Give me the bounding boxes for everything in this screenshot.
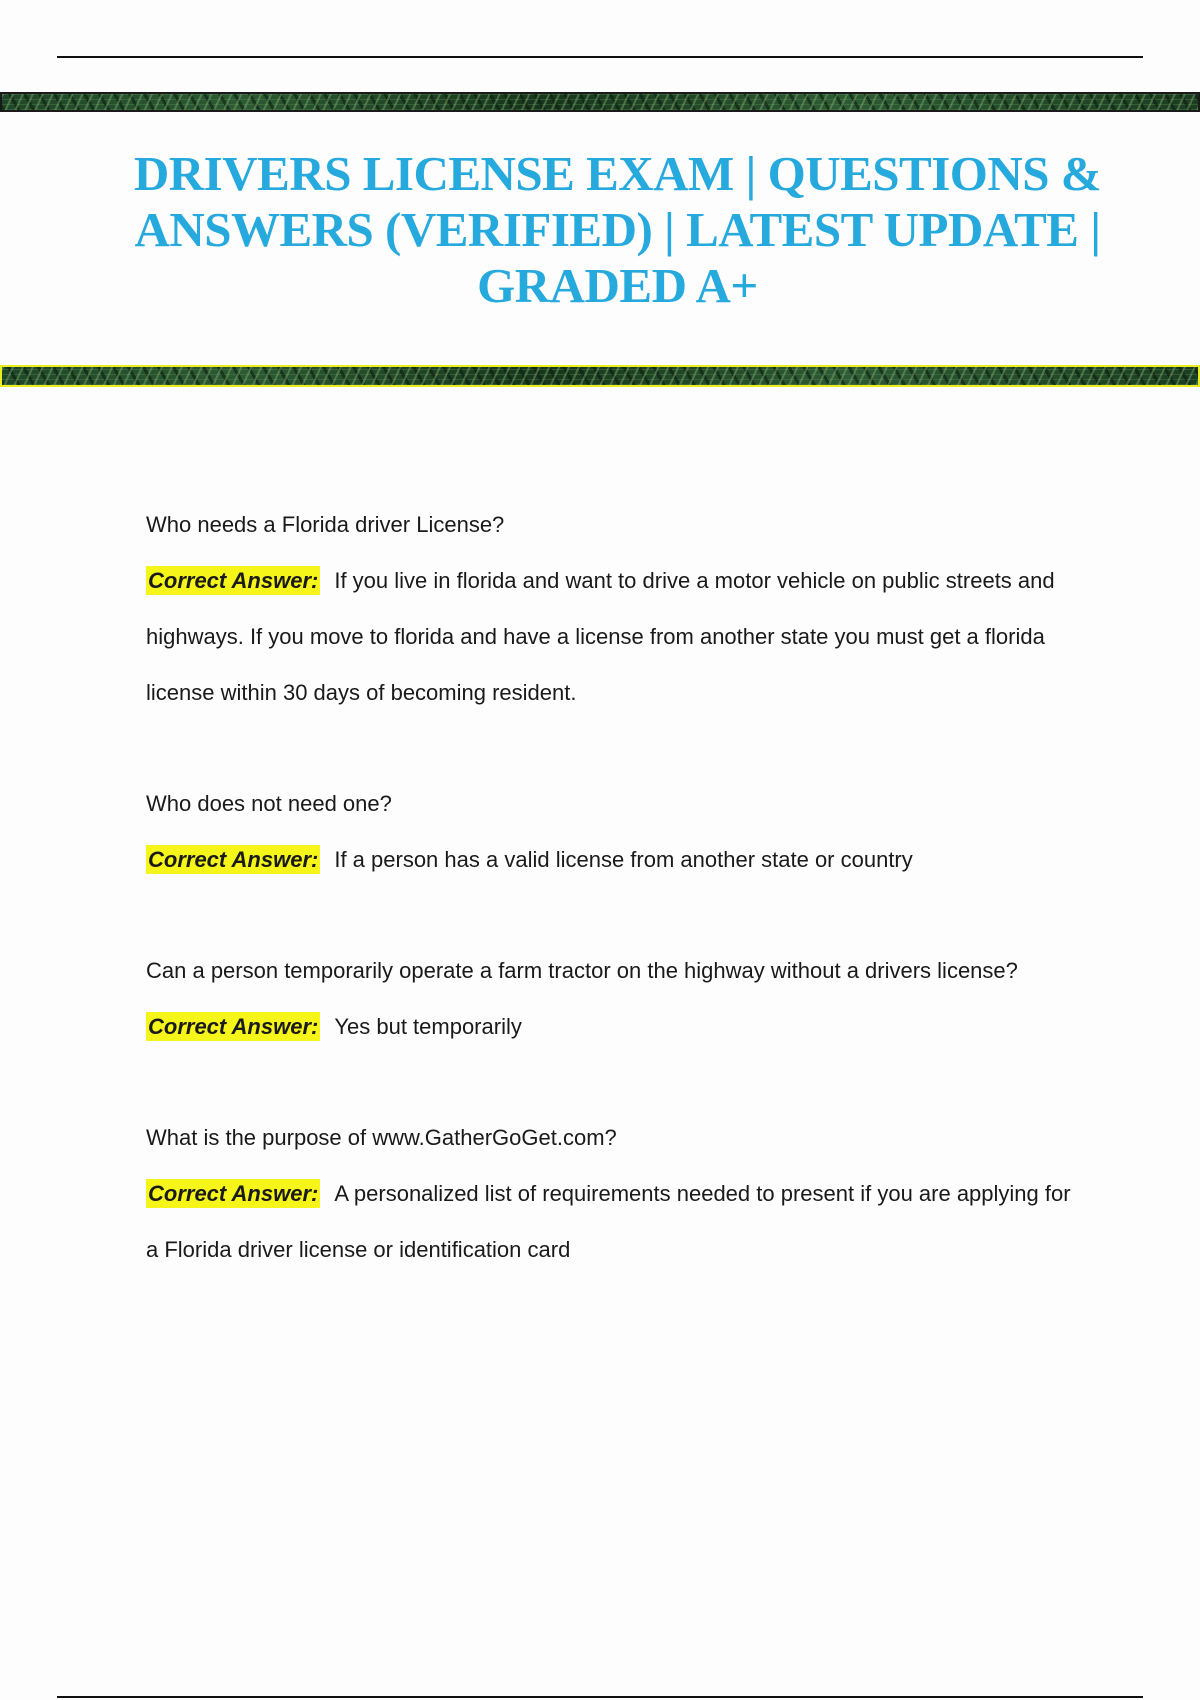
correct-answer-label: Correct Answer: [148,1181,319,1206]
bottom-decorative-banner [0,365,1200,387]
qa-item [146,1110,1086,1278]
top-rule [57,56,1143,58]
answer-text: If a person has a valid license from another state or country [334,847,913,872]
question-text: What is the purpose of www.GatherGoGet.com? [146,1125,617,1150]
qa-item [146,943,1086,1055]
answer-text: A personalized list of requirements needed to present if you are applying for a Florida driver license or identification card [146,1181,1071,1262]
document-title: DRIVERS LICENSE EXAM | QUESTIONS & ANSWERS (VERIFIED) | LATEST UPDATE | GRADED A+ [133,146,1102,313]
correct-answer-label: Correct Answer: [148,1014,319,1039]
answer-paragraph [146,553,1086,721]
answer-paragraph [146,1166,1086,1278]
correct-answer-label: Correct Answer: [148,568,319,593]
question-text: Who needs a Florida driver License? [146,512,505,537]
answer-text: If you live in florida and want to drive a motor vehicle on public streets and highways. If you move to florida and have a license from another state you must get a florida license within 30 days of becoming resident. [146,568,1055,705]
question-text: Can a person temporarily operate a farm tractor on the highway without a drivers license? [146,958,1018,983]
bottom-rule [57,1696,1143,1698]
qa-item [146,497,1086,721]
top-decorative-banner [0,92,1200,112]
question-text: Who does not need one? [146,791,392,816]
answer-text: Yes but temporarily [334,1014,522,1039]
correct-answer-label: Correct Answer: [148,847,319,872]
qa-list [146,497,1086,1333]
answer-paragraph [146,999,1086,1055]
answer-paragraph [146,832,1086,888]
qa-item [146,776,1086,888]
